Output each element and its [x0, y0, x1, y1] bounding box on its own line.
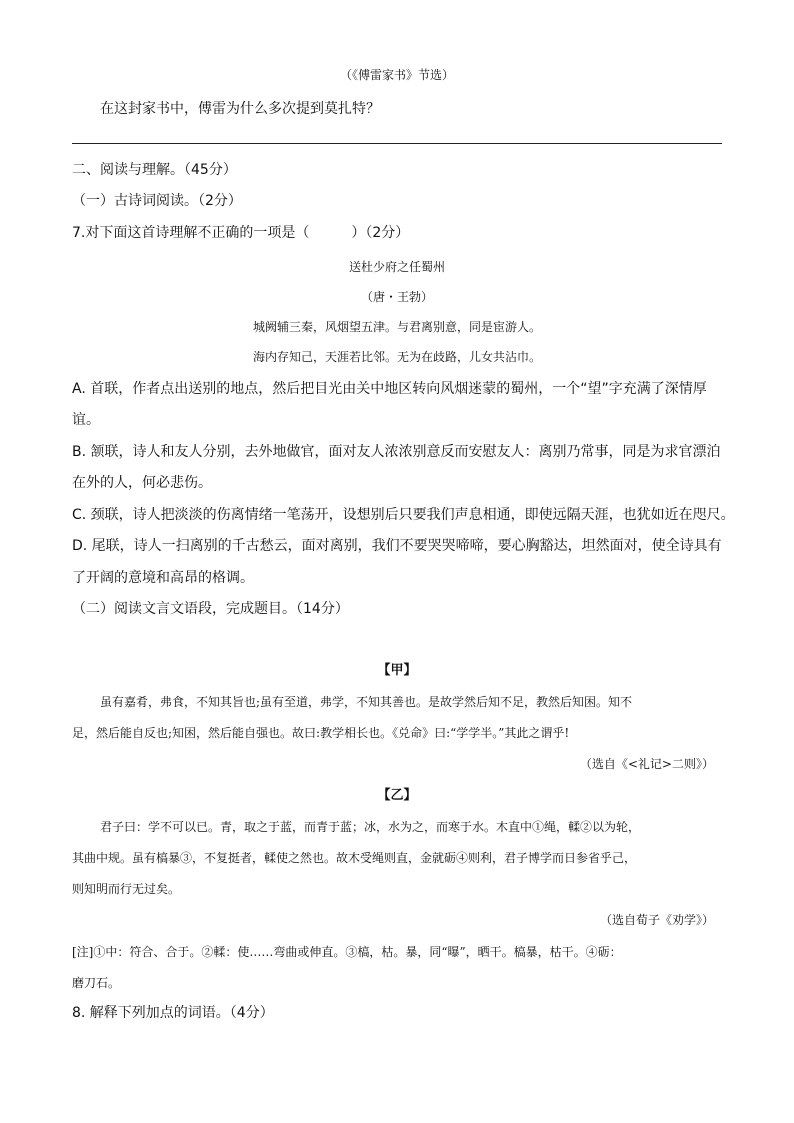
option-b-line-1: B. 颔联，诗人和友人分别，去外地做官，面对友人浓浓别意反而安慰友人：离别乃常事，同是为求官漂泊 [72, 444, 721, 460]
prev-source-note: （《傅雷家书》节选） [339, 68, 454, 82]
jia-line-1: 虽有嘉肴，弗食，不知其旨也;虽有至道，弗学，不知其善也。是故学然后知不足，教然后知困。知不 [100, 695, 633, 709]
prev-question: 在这封家书中，傅雷为什么多次提到莫扎特？ [100, 101, 380, 117]
option-a-line-2: 谊。 [72, 412, 100, 428]
option-d-line-2: 了开阔的意境和高昂的格调。 [72, 570, 254, 586]
yi-line-3: 则知明而行无过矣。 [72, 882, 181, 896]
q8-stem: 8. 解释下列加点的词语。（4分） [72, 1005, 274, 1021]
poem-line-1: 城阙辅三秦，风烟望五津。与君离别意，同是宦游人。 [252, 320, 541, 334]
option-c-line-1: C. 颈联，诗人把淡淡的伤离情绪一笔荡开，设想别后只要我们声息相通，即使远隔天涯，也犹如近在咫尺。 [72, 507, 735, 523]
option-a-line-1: A. 首联，作者点出送别的地点，然后把目光由关中地区转向风烟迷蒙的蜀州，一个“望”字充满了深情厚 [72, 381, 707, 397]
jia-line-2: 足，然后能自反也;知困，然后能自强也。故曰:教学相长也。《兑命》曰:“学学半。”其此之谓乎! [72, 726, 570, 740]
part1-title: （一）古诗词阅读。（2分） [72, 193, 242, 209]
notes-line-2: 磨刀石。 [72, 976, 121, 990]
yi-line-2: 其曲中规。虽有槁暴③，不复挺者，輮使之然也。故木受绳则直，金就砺④则利，君子博学而日参省乎己， [72, 851, 637, 865]
jia-heading: 【甲】 [377, 663, 417, 678]
yi-source: （选自荀子《劝学》） [599, 913, 714, 927]
option-d-line-1: D. 尾联，诗人一扫离别的千古愁云，面对离别，我们不要哭哭啼啼，要心胸豁达，坦然面对，使全诗具有 [72, 538, 722, 554]
poem-line-2: 海内存知己，天涯若比邻。无为在歧路，儿女共沾巾。 [252, 350, 541, 364]
poem-title: 送杜少府之任蜀州 [348, 260, 445, 274]
q7-stem: 7.对下面这首诗理解不正确的一项是（ ）（2分） [72, 225, 410, 241]
answer-line [72, 143, 722, 144]
option-b-line-2: 在外的人，何必悲伤。 [72, 475, 212, 491]
yi-line-1: 君子曰：学不可以已。青，取之于蓝，而青于蓝；冰，水为之，而寒于水。木直中①绳，輮②以为轮， [100, 820, 641, 834]
notes-line-1: [注]①中：符合、合于。②輮：使……弯曲或伸直。③槁，枯。暴，同“曝”，晒干。槁暴，枯干。④砺： [72, 945, 622, 959]
jia-source: （选自《<礼记>二则》） [579, 757, 714, 771]
part2-title: （二）阅读文言文语段，完成题目。（14分） [72, 601, 349, 617]
section2-title: 二、阅读与理解。（45分） [72, 162, 237, 178]
poem-author: （唐・王勃） [360, 290, 433, 304]
yi-heading: 【乙】 [377, 788, 417, 803]
